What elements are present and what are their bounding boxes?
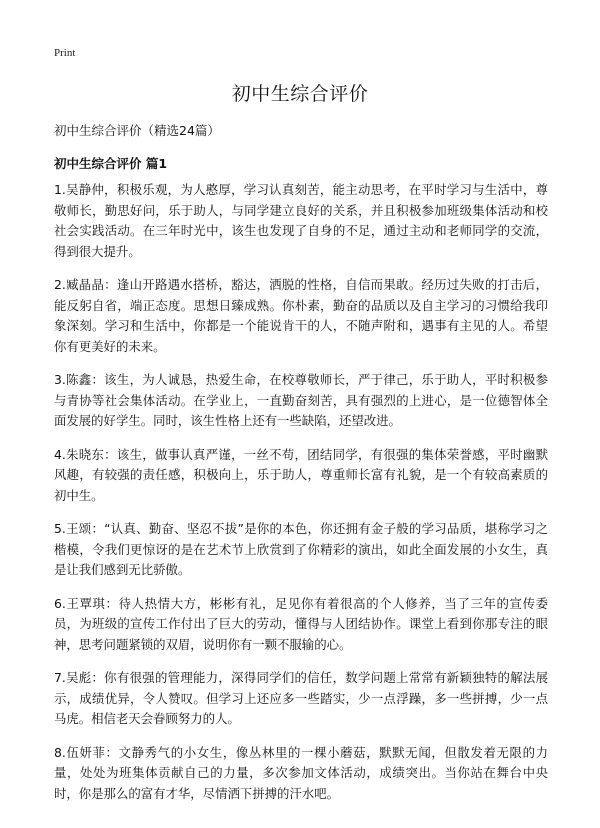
evaluation-list: [54, 180, 548, 817]
evaluation-entry-6: 6.王覃琪：待人热情大方，彬彬有礼，足见你有着很高的个人修养，当了三年的宣传委员，为班级的宣传工作付出了巨大的劳动，懂得与人团结协作。课堂上看到你那专注的眼神，思考问题紧锁的双眉，说明你有一颗不服输的心。: [54, 595, 548, 652]
evaluation-entry-7: 7.吴彪：你有很强的管理能力，深得同学们的信任，数学问题上常常有新颖独特的解法展示，成绩优异，令人赞叹。但学习上还应多一些踏实，少一点浮躁，多一些拼搏，少一点马虎。相信老天会眷顾努力的人。: [54, 670, 548, 726]
evaluation-entry-4: 4.朱晓东：该生，做事认真严谨，一丝不苟，团结同学，有很强的集体荣誉感，平时幽默风趣，有较强的责任感，积极向上，乐于助人，尊重师长富有礼貌，是一个有较高素质的初中生。: [54, 446, 548, 503]
evaluation-entry-2: 2.臧晶晶：逢山开路遇水搭桥，豁达，洒脱的性格，自信而果敢。经历过失败的打击后，能反躬自省，端正态度。思想日臻成熟。你朴素，勤奋的品质以及自主学习的习惯给我印象深刻。学习和生活中，你都是一个能说肯干的人，不随声附和，遇事有主见的人。希望你有更美好的未来。: [54, 277, 548, 354]
document-subtitle: 初中生综合评价（精选24篇）: [54, 123, 220, 138]
evaluation-entry-1: 1.吴静仲，积极乐观，为人憨厚，学习认真刻苦，能主动思考，在平时学习与生活中，尊敬师长，勤思好问，乐于助人，与同学建立良好的关系，并且积极参加班级集体活动和校社会实践活动。在三年时光中，该生也发现了自身的不足，通过主动和老师同学的交流，得到很大提升。: [54, 182, 548, 259]
section-heading: 初中生综合评价 篇1: [54, 156, 168, 171]
evaluation-entry-3: 3.陈鑫：该生，为人诚恳，热爱生命，在校尊敬师长，严于律己，乐于助人，平时积极参与青协等社会集体活动。在学业上，一直勤奋刻苦，具有强烈的上进心，是一位德智体全面发展的好学生。同时，该生性格上还有一些缺陷，还望改进。: [54, 372, 548, 428]
evaluation-entry-5: 5.王颂：“认真、勤奋、坚忍不拔”是你的本色，你还拥有金子般的学习品质，堪称学习之楷模，令我们更惊讶的是在艺术节上欣赏到了你精彩的演出，如此全面发展的小女生，真是让我们感到无比骄傲。: [54, 521, 548, 577]
evaluation-entry-8: 8.伍妍菲：文静秀气的小女生，像丛林里的一棵小蘑菇，默默无闻，但散发着无限的力量，处处为班集体贡献自己的力量，多次参加文体活动，成绩突出。当你站在舞台中央时，你是那么的富有才华，尽情洒下拼搏的汗水吧。: [54, 744, 548, 801]
page-title: 初中生综合评价: [231, 83, 369, 105]
print-link[interactable]: Print: [54, 47, 76, 59]
